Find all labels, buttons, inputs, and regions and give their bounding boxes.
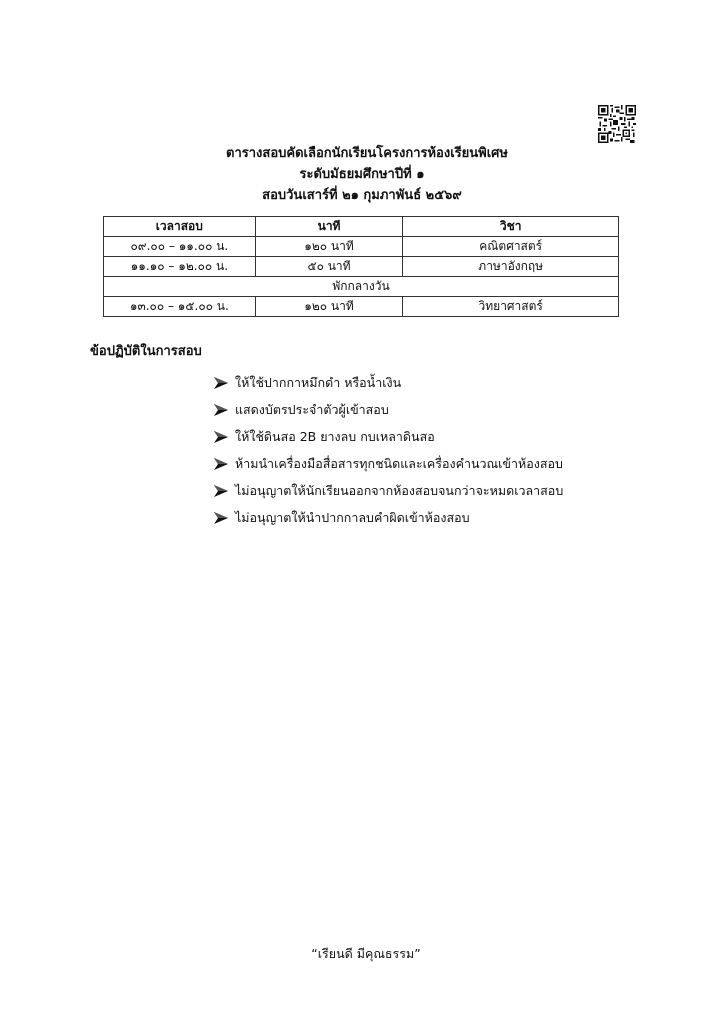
cell-subject: ภาษาอังกฤษ [403, 257, 619, 277]
header-time: เวลาสอบ [104, 217, 256, 237]
list-item [213, 400, 563, 427]
title-line-2: ระดับมัธยมศึกษาปีที่ ๑ [299, 167, 425, 182]
qr-code-icon [598, 105, 636, 143]
rule-text: ให้ใช้ปากกาหมึกดำ หรือน้ำเงิน [235, 375, 402, 390]
arrow-bullet-icon [213, 511, 229, 525]
table-row [104, 297, 619, 317]
rule-text: ห้ามนำเครื่องมือสื่อสารทุกชนิดและเครื่องคำนวณเข้าห้องสอบ [235, 456, 563, 471]
rule-text: แสดงบัตรประจำตัวผู้เข้าสอบ [235, 402, 389, 417]
table-row [104, 257, 619, 277]
cell-time: ๑๑.๑๐ – ๑๒.๐๐ น. [104, 257, 256, 277]
arrow-bullet-icon [213, 403, 229, 417]
list-item [213, 373, 563, 400]
cell-subject: วิทยาศาสตร์ [403, 297, 619, 317]
exam-schedule-table [103, 216, 619, 317]
lunch-break-label: พักกลางวัน [104, 277, 619, 297]
cell-time: ๑๓.๐๐ – ๑๕.๐๐ น. [104, 297, 256, 317]
arrow-bullet-icon [213, 484, 229, 498]
cell-time: ๐๙.๐๐ – ๑๑.๐๐ น. [104, 237, 256, 257]
title-line-3: สอบวันเสาร์ที่ ๒๑ กุมภาพันธ์ ๒๕๖๙ [262, 188, 462, 203]
cell-subject: คณิตศาสตร์ [403, 237, 619, 257]
cell-minutes: ๑๒๐ นาที [255, 237, 403, 257]
list-item [213, 508, 563, 535]
arrow-bullet-icon [213, 430, 229, 444]
lunch-break-row [104, 277, 619, 297]
table-row [104, 237, 619, 257]
rule-text: ให้ใช้ดินสอ 2B ยางลบ กบเหลาดินสอ [235, 429, 435, 444]
arrow-bullet-icon [213, 457, 229, 471]
document-title [0, 143, 724, 206]
rules-heading: ข้อปฏิบัติในการสอบ [90, 344, 202, 359]
arrow-bullet-icon [213, 376, 229, 390]
list-item [213, 481, 563, 508]
header-subject: วิชา [403, 217, 619, 237]
rule-text: ไม่อนุญาตให้นักเรียนออกจากห้องสอบจนกว่าจะหมดเวลาสอบ [235, 483, 564, 498]
list-item [213, 454, 563, 481]
title-line-1: ตารางสอบคัดเลือกนักเรียนโครงการห้องเรียนพิเศษ [226, 146, 508, 161]
footer-motto: “เรียนดี มีคุณธรรม” [311, 946, 421, 961]
list-item [213, 427, 563, 454]
table-header-row [104, 217, 619, 237]
cell-minutes: ๑๒๐ นาที [255, 297, 403, 317]
header-minutes: นาที [255, 217, 403, 237]
rules-list [213, 373, 563, 535]
rule-text: ไม่อนุญาตให้นำปากกาลบคำผิดเข้าห้องสอบ [235, 510, 470, 525]
cell-minutes: ๕๐ นาที [255, 257, 403, 277]
